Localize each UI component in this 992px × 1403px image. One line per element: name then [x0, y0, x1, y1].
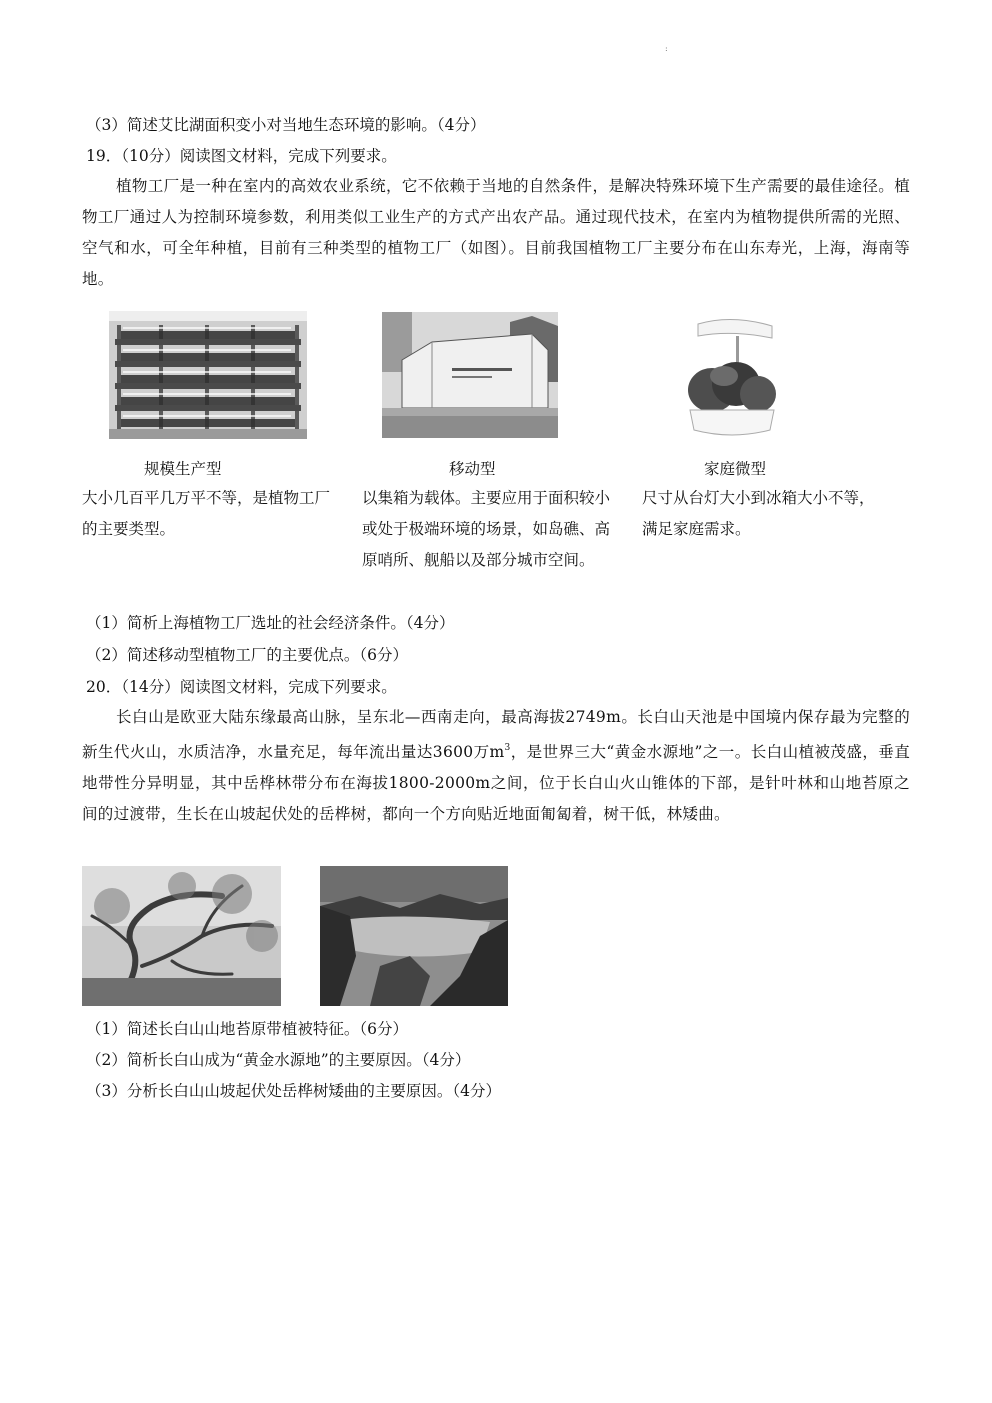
tianchi-lake-photo: [320, 866, 508, 1006]
q20-material: [82, 702, 910, 830]
plant-factory-household-photo: [684, 316, 778, 442]
q20-heading: 20．（14分）阅读图文材料，完成下列要求。: [86, 678, 397, 696]
type2-caption: 移动型: [449, 460, 496, 478]
q20-material-a: 长白山是欧亚大陆东缘最高山脉，呈东北—西南走向，最高海拔2749m。长白山天池是中国境内保存最为完整的新生代火山，水质洁净，水量充足，每年流出量达3600万m: [82, 708, 910, 761]
twisted-birch-image: [82, 866, 281, 1006]
q20-material-b: ，是世界三大“黄金水源地”之一。长白山植被茂盛，垂直地带性分异明显，其中岳桦林带分布在海拔1800-2000m之间，位于长白山火山锥体的下部，是针叶林和山地苔原之间的过渡带，生长在山坡起伏处的岳桦树，都向一个方向贴近地面匍匐着，树干低，林矮曲。: [82, 743, 911, 823]
q20-sub3: （3）分析长白山山坡起伏处岳桦树矮曲的主要原因。（4分）: [86, 1082, 501, 1100]
type1-caption: 规模生产型: [144, 460, 222, 478]
q20-sub2: （2）简析长白山成为“黄金水源地”的主要原因。（4分）: [86, 1051, 471, 1069]
crater-lake-image: [320, 866, 508, 1006]
type3-desc: 尺寸从台灯大小到冰箱大小不等，满足家庭需求。: [642, 489, 875, 538]
q19-sub1: （1）简析上海植物工厂选址的社会经济条件。（4分）: [86, 614, 455, 632]
q18-sub3: （3）简述艾比湖面积变小对当地生态环境的影响。（4分）: [86, 116, 486, 134]
q19-material: 植物工厂是一种在室内的高效农业系统，它不依赖于当地的自然条件，是解决特殊环境下生产需要的最佳途径。植物工厂通过人为控制环境参数，利用类似工业生产的方式产出农产品。通过现代技术，在室内为植物提供所需的光照、空气和水，可全年种植，目前有三种类型的植物工厂（如图）。目前我国植物工厂主要分布在山东寿光，上海，海南等地。: [82, 177, 910, 288]
top-mark: :: [665, 44, 668, 53]
type1-desc: 大小几百平几万平不等，是植物工厂的主要类型。: [82, 489, 331, 538]
birch-forest-photo: [82, 866, 281, 1006]
container-image: [382, 312, 558, 438]
plant-factory-scale-photo: [109, 311, 307, 439]
type3-caption: 家庭微型: [704, 460, 767, 478]
plant-factory-mobile-photo: [382, 312, 558, 438]
shelves-image: [109, 311, 307, 439]
q20-material-sup: 3: [504, 743, 511, 753]
type2-desc: 以集箱为载体。主要应用于面积较小或处于极端环境的场景，如岛礁、高原哨所、舰船以及部分城市空间。: [362, 489, 611, 569]
q19-heading: 19．（10分）阅读图文材料，完成下列要求。: [86, 147, 397, 165]
q19-sub2: （2）简述移动型植物工厂的主要优点。（6分）: [86, 646, 408, 664]
desk-planter-image: [684, 316, 778, 442]
q20-sub1: （1）简述长白山山地苔原带植被特征。（6分）: [86, 1020, 408, 1038]
